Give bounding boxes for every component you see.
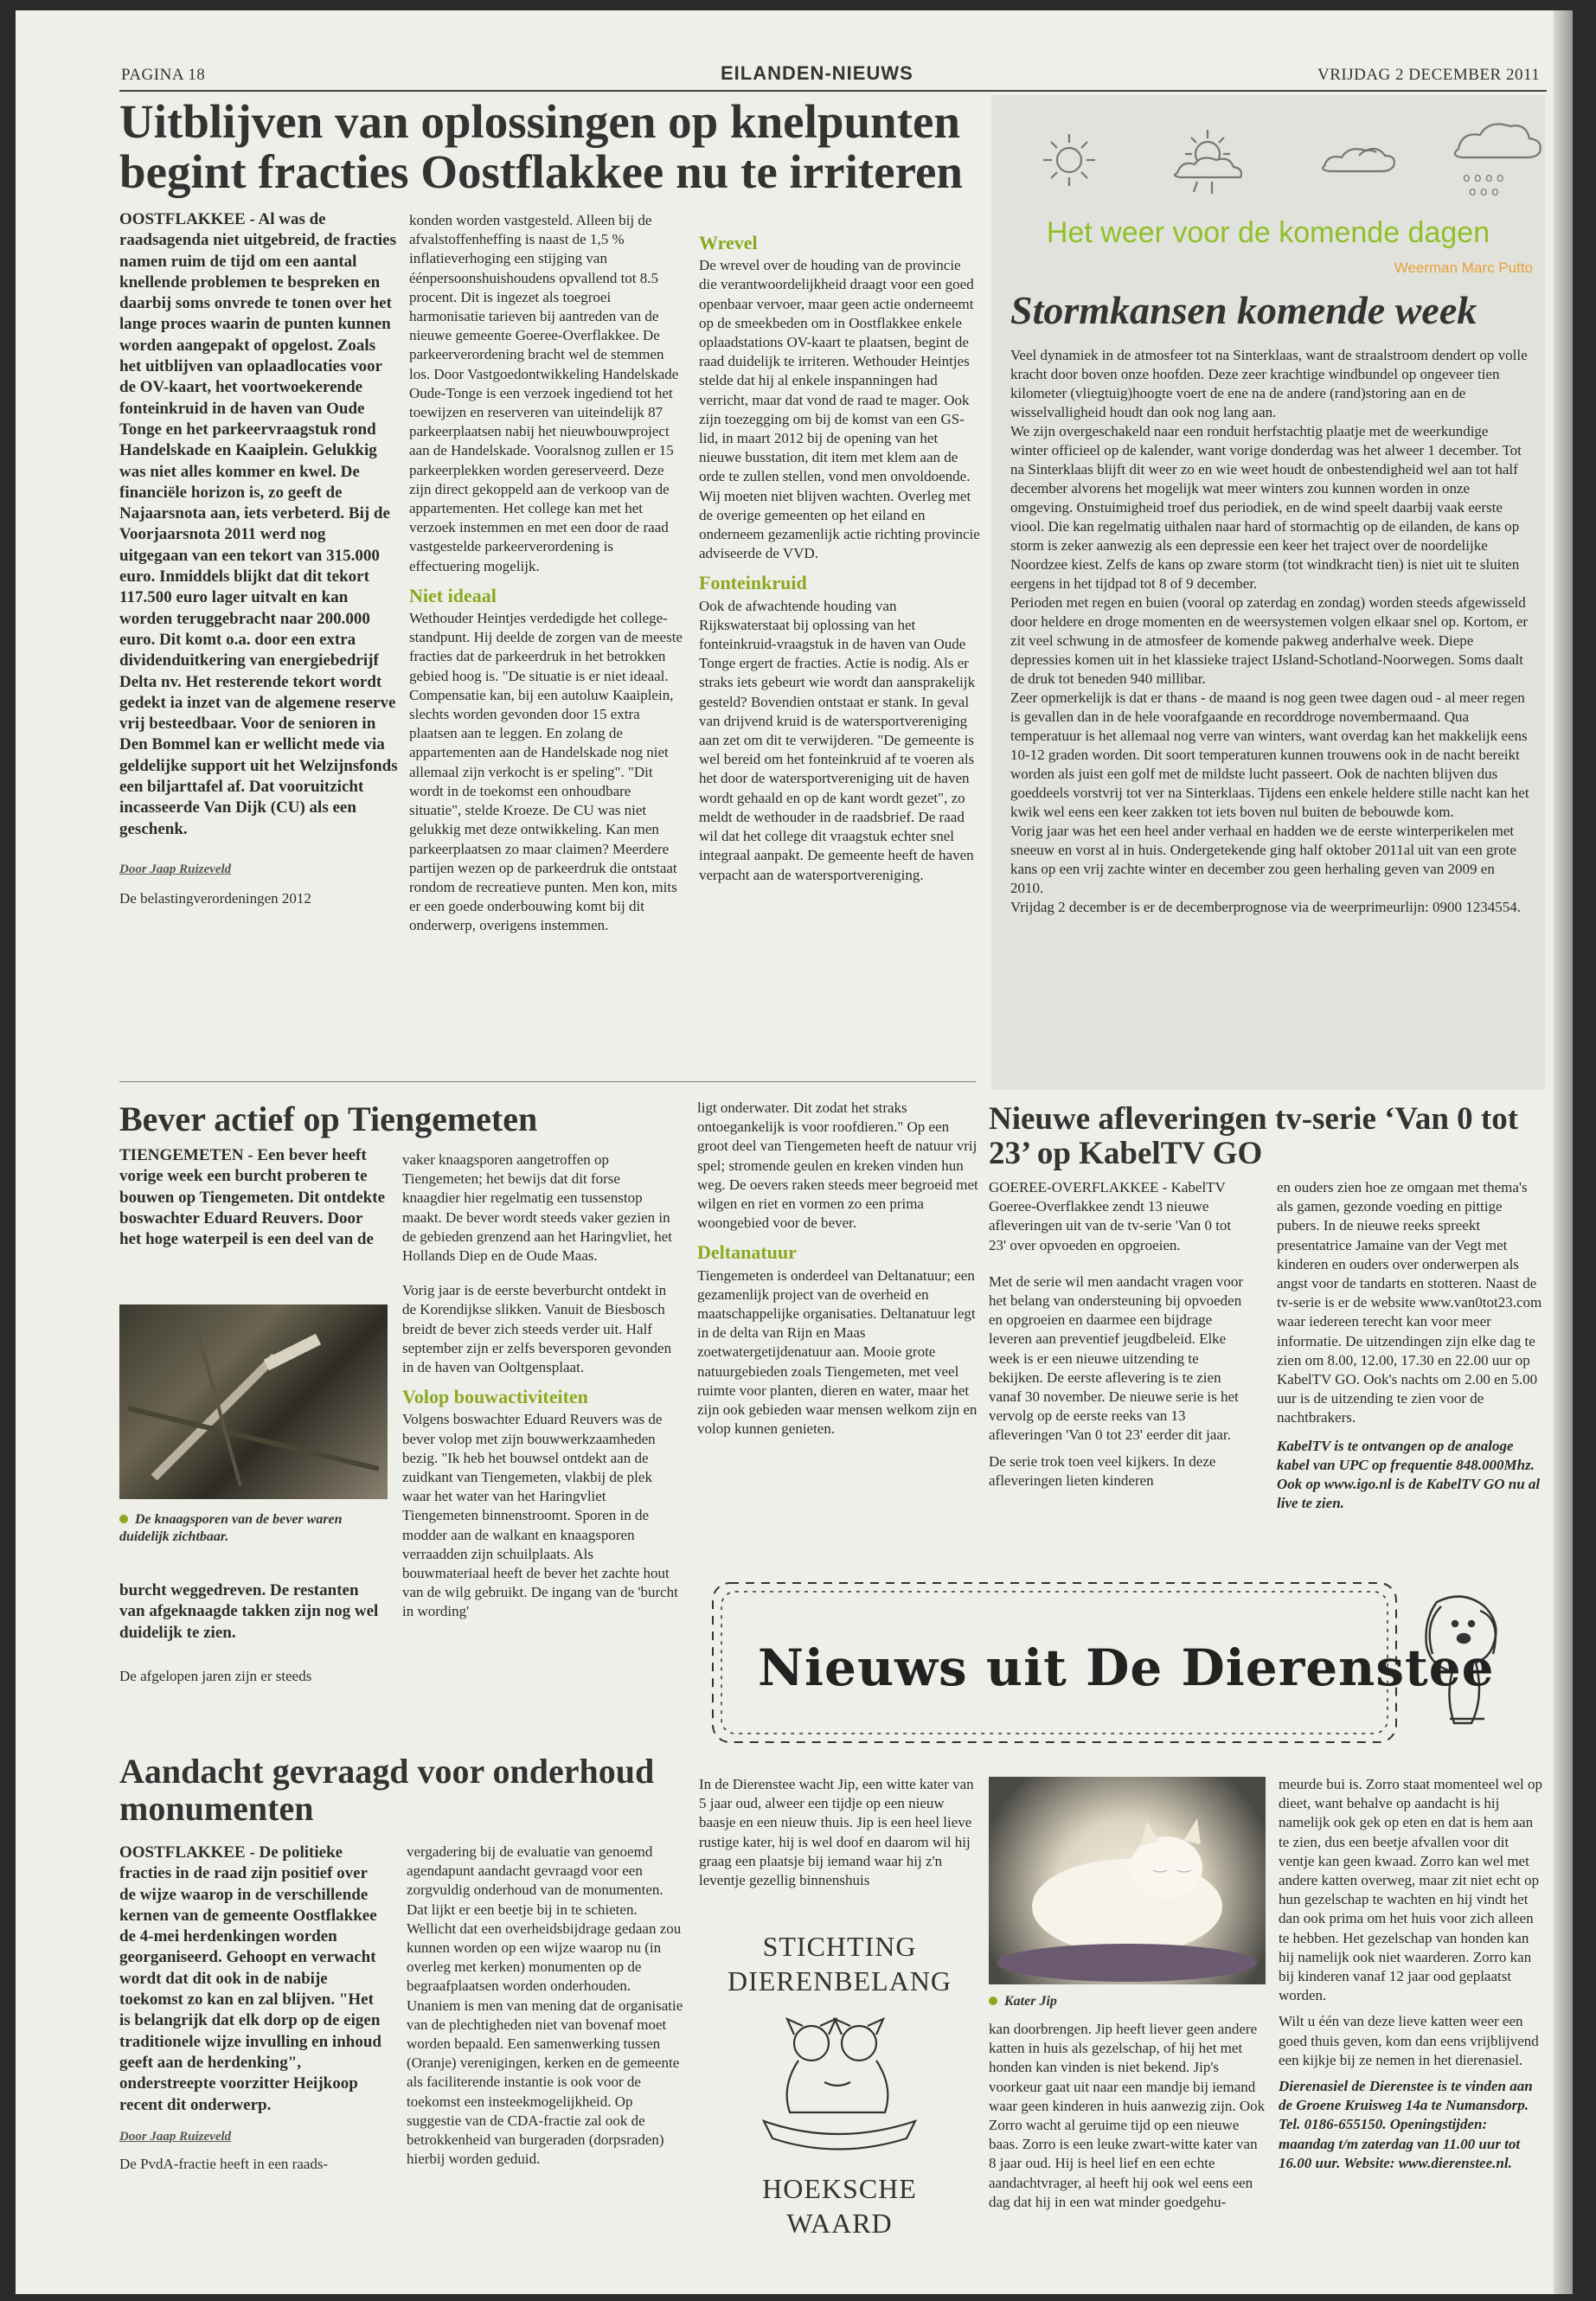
banner-title: Nieuws uit De Dierenstee xyxy=(758,1638,1495,1697)
body-text: KabelTV is te ontvangen op de analoge kabel van UPC op frequentie 848.000Mhz. Ook op www.igo.nl is de KabelTV GO nu al live te zien. xyxy=(1277,1437,1541,1512)
column-end: De PvdA-fractie heeft in een raads- xyxy=(119,2156,329,2173)
lead-text: OOSTFLAKKEE - De politieke fracties in de raad zijn positief over de wijze waarop in de verschillende kernen van de gemeente Oostflakkee de 4-mei herdenkingen worden georganiseerd. Gehoopt en verwacht wordt dat dit ook in de nabije toekomst zo kan en zal blijven. "Het is belangrijk dat elk dorp op de eigen traditionele wijze invulling en inhoud geeft aan de herdenking", onderstreepte voorzitter Heijkoop recent dit onderwerp. xyxy=(119,1843,381,2114)
lead-text: OOSTFLAKKEE - Al was de raadsagenda niet uitgebreid, de fracties namen ruim de tijd om een aantal knellende problemen te bespreken en daarbij soms onvrede te tonen over het lange proces waarin de punten kunnen worden aangepakt of opgelost. Zoals het uitblijven van oplaadlocaties voor de OV-kaart, het voortwoekerende fonteinkruid in de haven van Oude Tonge en het parkeervraagstuk rond Handelskade en Kaaiplein. Gelukkig was niet alles kommer en kwel. De financiële horizon is, zo geeft de Najaarsnota aan, iets verbeterd. Bij de Voorjaarsnota 2011 werd nog uitgegaan van een tekort van 315.000 euro. Inmiddels blijkt dat dit tekort 117.500 euro lager uitvalt en kan worden teruggebracht naar 200.000 euro. Dit komt o.a. door een extra dividenduitkering van energiebedrijf Delta nv. Het resterende tekort wordt gedekt ia inzet van de algemene reserve vrij besteedbaar. Voor de senioren in Den Bommel kan er wellicht mede via geldelijke support uit het Welzijnsfonds een biljarttafel af. Dat vooruitzicht incasseerde Van Dijk (CU) als een geschenk. xyxy=(119,210,398,838)
article-lead xyxy=(119,209,398,917)
svg-text:o o o o: o o o o xyxy=(1463,171,1504,185)
body-text: Met de serie wil men aandacht vragen voor het belang van ondersteuning bij opvoeden en opgroeien en daarmee een bijdrage leveren aan preventief jeugdbeleid. Elke week is er een nieuwe uitzending te bekijken. De eerste aflevering is te zien vanaf 30 november. De nieuwe serie is het vervolg op de eerste reeks van 13 afleveringen 'Van 0 tot 23' eerder dit jaar. xyxy=(989,1272,1244,1444)
weather-paragraph: Vorig jaar was het een heel ander verhaal en hadden we de eerste winterperikelen met sneeuw en vorst al in huis. Ondergetekende ging half oktober 2011al uit van een grote kans op een vrij zachte winter en december zou geen herhaling geven van 2009 en 2010. xyxy=(1010,823,1516,896)
logo-dierenbelang: DIERENBELANG xyxy=(727,1965,952,1997)
article-lead: TIENGEMETEN - Een bever heeft vorige week een burcht proberen te bouwen op Tiengemeten. Dit ontdekte boswachter Eduard Reuvers. Door het hoge waterpeil is een deel van de xyxy=(119,1146,386,1249)
beaver-photo xyxy=(119,1304,388,1499)
article-column-3 xyxy=(699,234,980,892)
body-text: meurde bui is. Zorro staat momenteel wel op dieet, want behalve op aandacht is hij namelijk ook gek op eten en dat is hem aan te zien, dus een beetje afvallen voor dit ventje kan geen kwaad. Zorro kan wel met andere katten overweg, maar zit niet echt op hun gezelschap te wachten en hij vindt het dan ook prima om het huis voor zich alleen te hebben. Het gezelschap van honden kan hij namelijk ook niet waarderen. Zorro kan bij kinderen vanaf 12 jaar ood geplaatst worden. xyxy=(1279,1776,1542,2004)
section-rule xyxy=(119,1081,976,1082)
svg-text:o o o: o o o xyxy=(1469,185,1499,199)
dierenstee-column-1: In de Dierenstee wacht Jip, een witte kater van 5 jaar oud, alweer een tijdje op een nieuw baasje en een nieuw thuis. Jip is een heel lieve rustige kater, hij is wel doof en daarom wil hij graag een plaatsje bij iemand waar hij z'n leventje gezellig binnenshuis xyxy=(699,1776,974,1889)
article-title: Bever actief op Tiengemeten xyxy=(119,1099,538,1138)
weather-author: Weerman Marc Putto xyxy=(1394,260,1533,276)
weather-icons xyxy=(991,95,1545,216)
article-lead xyxy=(119,1843,388,2182)
body-text: Wilt u één van deze lieve katten weer een goed thuis geven, kom dan eens vrijblijvend een kijkje bij ze nemen in het dierenasiel. xyxy=(1279,2013,1539,2068)
article-continued: burcht weggedreven. De restanten van afgeknaagde takken zijn nog wel duidelijk te zien. xyxy=(119,1581,379,1642)
byline: Door Jaap Ruizeveld xyxy=(119,2129,232,2144)
weather-paragraph: Veel dynamiek in de atmosfeer tot na Sinterklaas, want de straalstroom dendert op volle kracht door boven onze hoofden. Deze zeer krachtige windbundel op ongeveer tien kilometer (vliegtuig)hoogte voert de ene na de andere (rand)storing aan en de wisselvalligheid houdt dan ook nog lang aan. xyxy=(1010,347,1528,420)
column-end: De belastingverordeningen 2012 xyxy=(119,890,311,907)
body-text: en ouders zien hoe ze omgaan met thema's als gamen, gezonde voeding en pittige pubers. In de nieuwe reeks spreekt presentatrice Jamaine van der Vegt met kinderen en ouders over onderwerpen als angst voor de tandarts en stotteren. Naast de tv-serie is er de website www.van0tot23.com waar iedereen terecht kan voor meer informatie. De uitzendingen zijn elke dag te zien om 8.00, 12.00, 17.30 en 22.00 uur op KabelTV GO. Ook's nachts om 2.00 en 5.00 uur is de uitzending te zien voor de nachtbrakers. xyxy=(1277,1179,1542,1426)
subheading: Volop bouwactiviteiten xyxy=(402,1386,588,1408)
rain-cloud-icon xyxy=(1455,125,1541,199)
article-title: Aandacht gevraagd voor onderhoud monumenten xyxy=(119,1752,655,1828)
subheading: Wrevel xyxy=(699,232,758,253)
white-cat-image xyxy=(989,1777,1266,1984)
body-text: Tiengemeten is onderdeel van Deltanatuur; een gezamenlijk project van de overheid en maatschappelijke organisaties. Deltanatuur legt in de delta van Rijn en Maas zoetwatergetijdenatuur aan. Mooie grote natuurgebieden zoals Tiengemeten, met veel ruimte voor planten, dieren en water, maar het zijn ook gebieden waar mensen welkom zijn en volop kunnen genieten. xyxy=(697,1266,977,1438)
body-text: Vorig jaar is de eerste beverburcht ontdekt in de Korendijkse slikken. Vanuit de Biesbosch breidt de bever zich steeds verder uit. Half september zijn er zelfs beversporen gevonden in de haven van Ooltgensplaat. xyxy=(402,1282,672,1376)
weather-box xyxy=(991,95,1545,1090)
body-text: Wethouder Heintjes verdedigde het college-standpunt. Hij deelde de zorgen van de meeste fracties dat de parkeerdruk in het betrokken gebied hoog is. "De situatie is er niet ideaal. Compensatie kan, bij een autoluw Kaaiplein, slechts worden gevonden door 15 extra plaatsen aan te leggen. En zolang de appartementen aan de Handelskade nog niet allemaal zijn verkocht is er speling". "Dit wordt in de toekomst een onhoudbare situatie", stelde Kroeze. De CU was niet gelukkig met deze ontwikkeling. Kan men parkeerplaatsen zo maar claimen? Meerdere partijen wezen op de parkeerdruk die ontstaat rondom de recreatieve punten. Men kon, mits er een goede onderbouwing komt bij dit onderwerp, overigens instemmen. xyxy=(409,610,683,934)
photo-caption xyxy=(119,1511,388,1546)
subheading: Niet ideaal xyxy=(409,584,497,606)
article-column-1 xyxy=(989,1178,1248,1497)
subheading: Deltanatuur xyxy=(697,1241,797,1264)
column-end: De afgelopen jaren zijn er steeds xyxy=(119,1668,312,1684)
caption-text: De knaagsporen van de bever waren duidelijk zichtbaar. xyxy=(119,1512,343,1544)
header-rule xyxy=(119,90,1547,92)
body-text: konden worden vastgesteld. Alleen bij de afvalstoffenheffing is naast de 1,5 % inflatieverhoging een stijging van éénpersoonshuishoudens opvallend tot 8.5 procent. Dit is ingezet als toegroei harmonisatie tarieven bij aantreden van de nieuwe gemeente Goeree-Overflakkee. De parkeerverordening bracht wel de stemmen los. Door Vastgoedontwikkeling Handelskade Oude-Tonge is een verzoek ingediend tot het toewijzen en reserveren van uiteindelijk 87 parkeerplaatsen nabij het nieuwbouwproject aan de Handelskade. Vooralsnog zullen er 15 parkeerplekken worden gereserveerd. Deze zijn direct gekoppeld aan de verkoop van de appartementen. Het college kan met het verzoek instemmen en met een door de raad vastgestelde parkeerverordening is effectuering mogelijk. xyxy=(409,212,679,574)
gnawed-branch-image xyxy=(119,1304,388,1499)
dierenstee-banner xyxy=(706,1576,1541,1749)
animals-logo-illustration xyxy=(699,2000,980,2164)
body-text: vaker knaagsporen aangetroffen op Tiengemeten; het bewijs dat dit forse knaagdier hier regelmatig een tussenstop maakt. De bever wordt steeds vaker gezien in de gebieden grenzend aan het Haringvliet, het Hollands Diep en de Oude Maas. xyxy=(402,1151,673,1265)
dierenstee-column-2: kan doorbrengen. Jip heeft liever geen andere katten in huis als gezelschap, of hij het met honden kan vinden is niet bekend. Jip's voorkeur gaat uit naar een mandje bij iemand waar geen kinderen in huis aanwezig zijn. Ook Zorro wacht al geruime tijd op een nieuwe baas. Zorro is een leuke zwart-witte kater van 8 jaar oud. Hij is heel lief en een echte aandachtvrager, al heeft hij ook wel eens een dag dat hij in een wat minder goedgehu- xyxy=(989,2021,1266,2210)
article-title: Uitblijven van oplossingen op knelpunten begint fracties Oostflakkee nu te irriteren xyxy=(119,95,964,198)
weather-paragraph: We zijn overgeschakeld naar een ronduit herfstachtig plaatje met de weerkundige winter officieel op de kalender, want vorige donderdag was het alweer 1 december. Tot na Sinterklaas blijft dit weer zo en wie weet houdt de onbestendigheid wel aan tot half december alvorens het mogelijk wat meer winters zou kunnen worden in onze omgeving. Onstuimigheid troef dus periodiek, en de wind speelt daarbij vaak eerste viool. Die kan regelmatig uithalen naar hard of stormachtig op de eilanden, de kans op storm is zeker aanwezig als een depressie een keer het traject over de noordelijke Noordzee kiest. Zelfs de kans op zware storm (tot windkracht tien) is niet uit te sluiten eergens in het tijdpad tot 8 of 9 december. xyxy=(1010,423,1522,592)
contact-info: Dierenasiel de Dierenstee is te vinden aan de Groene Kruisweg 14a te Numansdorp. Tel. 0186-655150. Openingstijden: maandag t/m zaterdag van 11.00 uur tot 16.00 uur. Website: www.dierenstee.nl. xyxy=(1279,2078,1533,2171)
caption-text: Kater Jip xyxy=(1004,1994,1057,2009)
weather-headline: Stormkansen komende week xyxy=(1010,288,1477,332)
cloud-icon xyxy=(1323,149,1394,171)
body-text: De wrevel over de houding van de provincie die verantwoordelijkheid draagt voor een goed openbaar vervoer, maar geen actie onderneemt op de smeekbeden om in Oostflakkee enkele oplaadstations OV-kaart te plaatsen, begint de raad duidelijk te irriteren. Wethouder Heintjes stelde dat hij al enkele inspanningen had verricht, maar dat vond de raad te mager. Ook zijn toezegging om bij de komst van een GS-lid, in maart 2012 bij de opening van het nieuwe busstation, dit item met klem aan de orde te zullen stellen, vond men onvoldoende. Wij moeten niet blijven wachten. Overleg met de overige gemeenten op het eiland en onderneem gezamenlijk actie richting provincie adviseerde de VVD. xyxy=(699,257,980,562)
dierenstee-column-3 xyxy=(1279,1775,1547,2180)
weather-paragraph: Zeer opmerkelijk is dat er thans - de maand is nog geen twee dagen oud - al meer regen is gevallen dan in de hele voorafgaande en recorddroge novembermaand. Qua temperatuur is het allemaal nog verre van winters, want overdag kan het makkelijk eens 10-12 graden worden. Dit soort temperaturen kunnen trouwens ook in de nacht bereikt worden als juist een golf met de mildste lucht passeert. Ook de nachten blijven dus goeddeels vorstvrij tot ver na Sinterklaas. Tijdens een enkele heldere stille nacht kan het kwik wel eens een keer zakken tot iets boven nul buiten de bebouwde kom. xyxy=(1010,689,1529,820)
newspaper-page xyxy=(16,10,1573,2294)
logo-stichting: STICHTING xyxy=(762,1931,917,1962)
weather-title: Het weer voor de komende dagen xyxy=(1046,216,1490,249)
logo-hoeksche: HOEKSCHE xyxy=(762,2173,917,2204)
article-column-3 xyxy=(697,1099,978,1445)
sun-icon xyxy=(1043,134,1095,186)
article-title: Nieuwe afleveringen tv-serie ‘Van 0 tot 23’ op KabelTV GO xyxy=(989,1101,1519,1171)
body-text: GOEREE-OVERFLAKKEE - KabelTV Goeree-Overflakkee zendt 13 nieuwe afleveringen uit van de tv-serie 'Van 0 tot 23' over opvoeden en opgroeien. xyxy=(989,1179,1232,1253)
body-text: Volgens boswachter Eduard Reuvers was de bever volop met zijn bouwwerkzaamheden bezig. "Ik heb het bouwsel ontdekt aan de zuidkant van Tiengemeten, vlakbij de plek waar het water van het Haringvliet Tiengemeten binnenstroomt. Sporen in de modder aan de walkant en knaagsporen verraadden zijn schuilplaats. Als bouwmateriaal heeft de bever het zachte hout van de wilg gebruikt. De ingang van de 'burcht in wording' xyxy=(402,1411,678,1620)
weather-paragraph: Perioden met regen en buien (vooral op zaterdag en zondag) worden steeds afgewisseld door heldere en droge momenten en de weersystemen volgen elkaar snel op. Kortom, er zit veel schwung in de atmosfeer de komende pakweg anderhalve week. Diepe depressies komen uit in het klassieke traject IJsland-Schotland-Noorwegen. Soms daalt de druk tot beneden 940 millibar. xyxy=(1010,594,1529,687)
weather-paragraph: Vrijdag 2 december is er de decemberprognose via de weerprimeurlijn: 0900 1234554. xyxy=(1010,899,1522,915)
photo-caption xyxy=(989,1993,1266,2010)
bullet-dot xyxy=(989,1997,997,2005)
logo-waard: WAARD xyxy=(786,2208,893,2239)
bullet-dot xyxy=(119,1515,128,1523)
body-text: ligt onderwater. Dit zodat het straks ontoegankelijk is voor roofdieren." Op een groot deel van Tiengemeten heeft de natuur vrij spel; stromende geulen en kreken vinden hun weg. De oevers raken steeds meer begroeid met wilgen en riet en vormen zo een prima woongebied voor de bever. xyxy=(697,1099,978,1232)
weather-body xyxy=(1010,346,1529,917)
subheading: Fonteinkruid xyxy=(699,572,807,594)
article-column-2: vergadering bij de evaluatie van genoemd agendapunt aandacht gevraagd voor een zorgvuldig onderhoud van de monumenten. Dat lijkt er een beetje bij in te schieten. Wellicht dat een overheidsbijdrage gedaan zou kunnen worden op een wijze waarop nu (in overleg met kerken) monumenten op de begraafplaatsen worden onderhouden. Unaniem is men van mening dat de organisatie van de plechtigheden niet van bovenaf moet worden bepaald. Een samenwerking tussen (Oranje) verenigingen, kerken en de gemeente als faciliterende instantie is ook voor de toekomst een insteekmogelijkheid. Op suggestie van de CDA-fractie zal ook de betrokkenheid van burgeraden (dorpsraden) hierbij worden geduid. xyxy=(407,1843,683,2168)
paper-name: EILANDEN-NIEUWS xyxy=(721,62,913,84)
article-column-2 xyxy=(409,211,686,943)
byline: Door Jaap Ruizeveld xyxy=(119,862,232,876)
article-column-2 xyxy=(402,1150,679,1629)
issue-date: VRIJDAG 2 DECEMBER 2011 xyxy=(1317,66,1541,84)
article-column-2 xyxy=(1277,1178,1545,1520)
page-number: PAGINA 18 xyxy=(121,66,206,84)
body-text: Ook de afwachtende houding van Rijkswaterstaat bij oplossing van het fonteinkruid-vraagstuk in de haven van Oude Tonge ergert de fracties. Actie is nodig. Als er straks iets gebeurt wie wordt dan aansprakelijk gesteld? Bovendien ontstaat er stank. In geval van drijvend kruid is de watersportvereniging aan zet om dit te verwijderen. "De gemeente is wel bereid om het fonteinkruid af te voeren als het door de watersportvereniging uit de haven wordt gehaald en op de kant wordt gezet", zo meldt de wethouder in de raadsbrief. De raad wil dat het college dit vraagstuk echter snel integraal aanpakt. De gemeente heeft de haven verpacht aan de watersportvereniging. xyxy=(699,597,976,883)
sun-cloud-icon xyxy=(1175,130,1241,194)
cat-photo xyxy=(989,1777,1266,1984)
body-text: De serie trok toen veel kijkers. In deze afleveringen lieten kinderen xyxy=(989,1452,1216,1489)
